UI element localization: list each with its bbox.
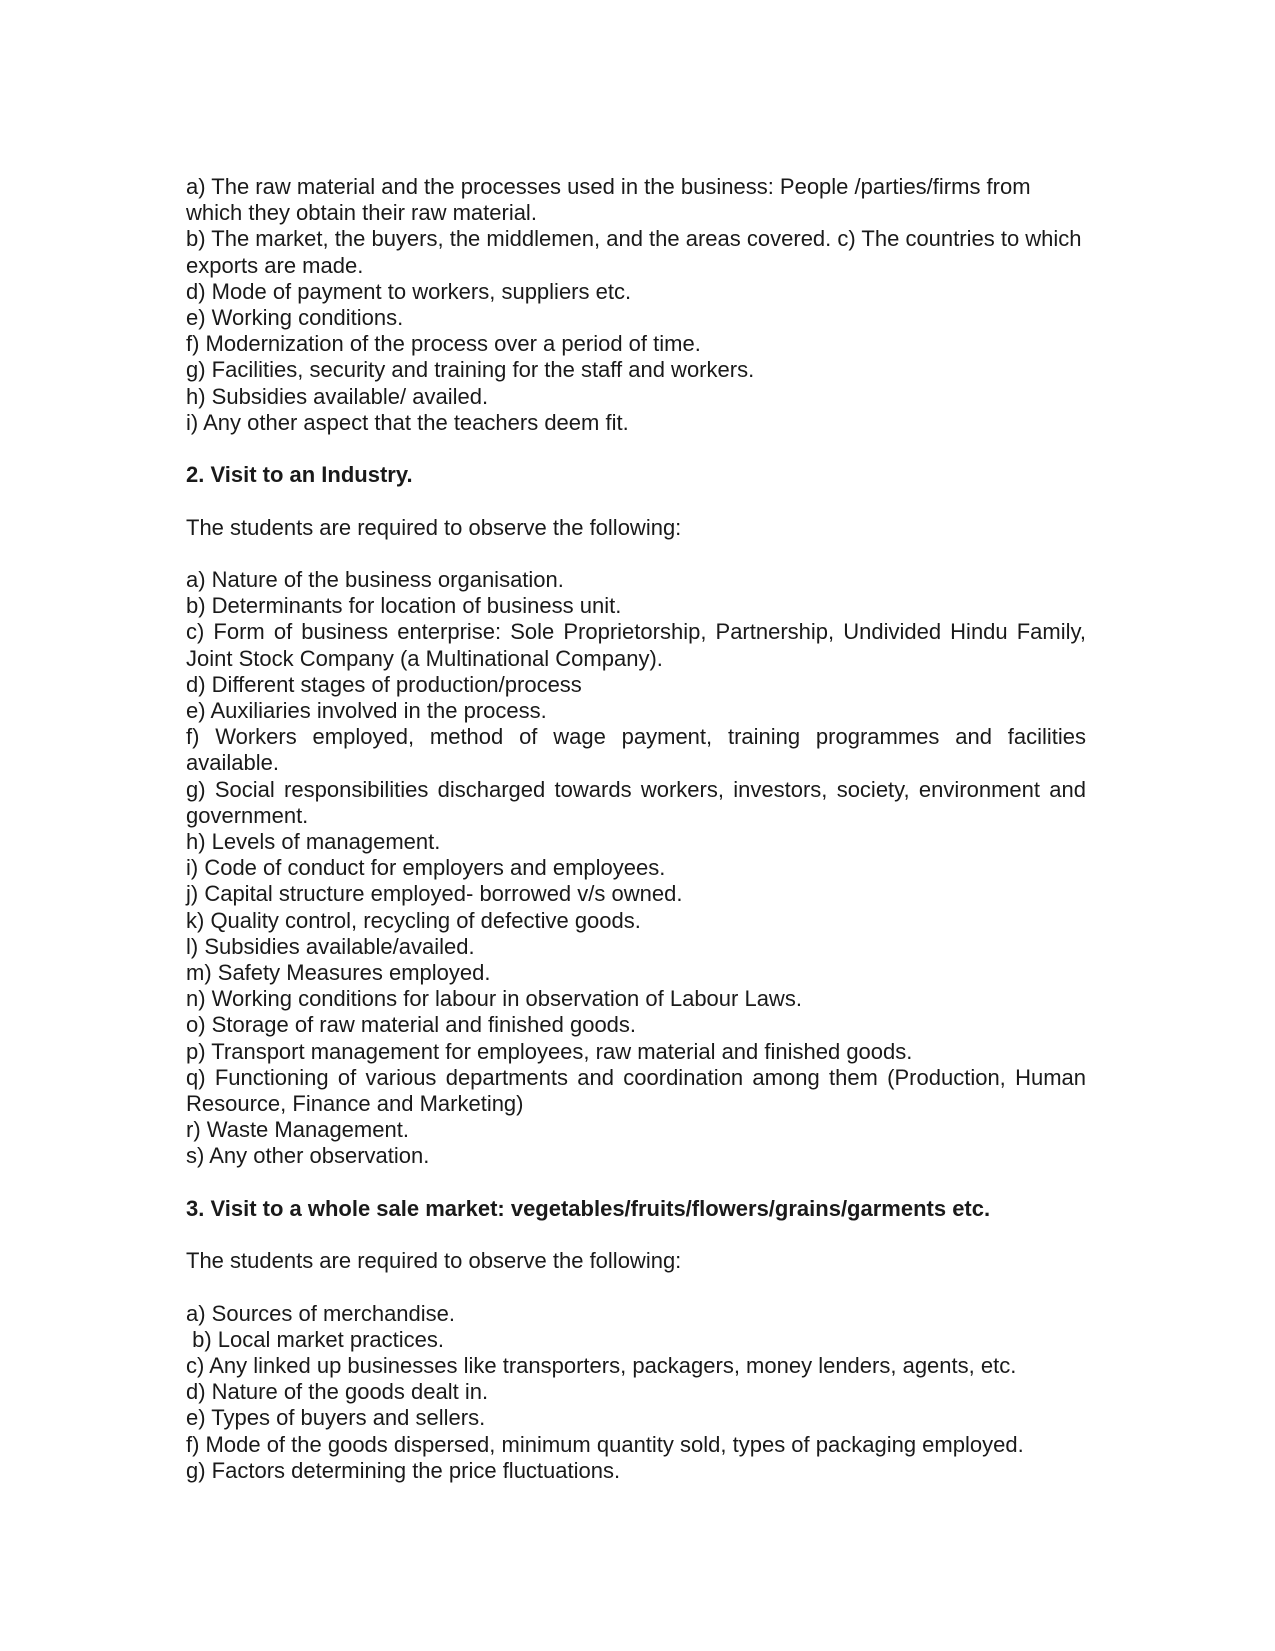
- list-item: g) Facilities, security and training for the staff and workers.: [186, 357, 755, 383]
- list-item: d) Mode of payment to workers, suppliers etc.: [186, 278, 632, 304]
- list-item: c) Form of business enterprise: Sole Proprietorship, Partnership, Undivided Hindu Family, Joint Stock Company (a Multinational Company).: [186, 619, 1093, 671]
- list-item: p) Transport management for employees, raw material and finished goods.: [186, 1038, 913, 1064]
- list-item: f) Mode of the goods dispersed, minimum quantity sold, types of packaging employed.: [186, 1431, 1024, 1457]
- list-item: e) Auxiliaries involved in the process.: [186, 698, 547, 724]
- list-item: m) Safety Measures employed.: [186, 960, 491, 986]
- section-intro: The students are required to observe the following:: [186, 1248, 682, 1274]
- list-item: o) Storage of raw material and finished goods.: [186, 1012, 637, 1038]
- list-item: j) Capital structure employed- borrowed v/s owned.: [186, 881, 683, 907]
- list-item: l) Subsidies available/availed.: [186, 933, 475, 959]
- list-item: r) Waste Management.: [186, 1117, 409, 1143]
- list-item: n) Working conditions for labour in observation of Labour Laws.: [186, 986, 802, 1012]
- list-item: s) Any other observation.: [186, 1143, 430, 1169]
- list-item: i) Code of conduct for employers and employees.: [186, 855, 666, 881]
- list-item: b) Determinants for location of business unit.: [186, 593, 622, 619]
- list-item: f) Workers employed, method of wage payment, training programmes and facilities available.: [186, 724, 1093, 776]
- list-item: c) Any linked up businesses like transporters, packagers, money lenders, agents, etc.: [186, 1353, 1017, 1379]
- list-item: a) Sources of merchandise.: [186, 1300, 456, 1326]
- list-item: b) The market, the buyers, the middlemen, and the areas covered. c) The countries to which exports are made.: [186, 226, 1088, 278]
- list-item: a) Nature of the business organisation.: [186, 567, 564, 592]
- list-item: i) Any other aspect that the teachers deem fit.: [186, 409, 629, 435]
- section-intro: The students are required to observe the following:: [186, 514, 682, 540]
- list-item: g) Social responsibilities discharged towards workers, investors, society, environment and government.: [186, 776, 1093, 828]
- list-item: g) Factors determining the price fluctuations.: [186, 1457, 621, 1483]
- list-item: e) Types of buyers and sellers.: [186, 1405, 486, 1431]
- list-item: k) Quality control, recycling of defective goods.: [186, 907, 641, 933]
- intro-list: [186, 174, 1086, 436]
- section-wholesale-visit: [186, 1196, 1086, 1484]
- list-item: d) Different stages of production/process: [186, 671, 582, 697]
- list-item: e) Working conditions.: [186, 305, 404, 331]
- list-item: h) Subsidies available/ availed.: [186, 383, 489, 409]
- list-item: b) Local market practices.: [186, 1326, 444, 1352]
- section-industry-visit: [186, 462, 1093, 1169]
- list-item: f) Modernization of the process over a period of time.: [186, 331, 701, 357]
- list-item: a) The raw material and the processes used in the business: People /parties/firms from which they obtain their raw material.: [186, 174, 1037, 226]
- section-heading: 2. Visit to an Industry.: [186, 462, 413, 488]
- document-page: [186, 174, 1093, 1484]
- section-heading: 3. Visit to a whole sale market: vegetables/fruits/flowers/grains/garments etc.: [186, 1195, 991, 1221]
- list-item: d) Nature of the goods dealt in.: [186, 1379, 489, 1405]
- list-item: q) Functioning of various departments and coordination among them (Production, Human Resource, Finance and Marketing): [186, 1064, 1093, 1117]
- list-item: h) Levels of management.: [186, 829, 441, 855]
